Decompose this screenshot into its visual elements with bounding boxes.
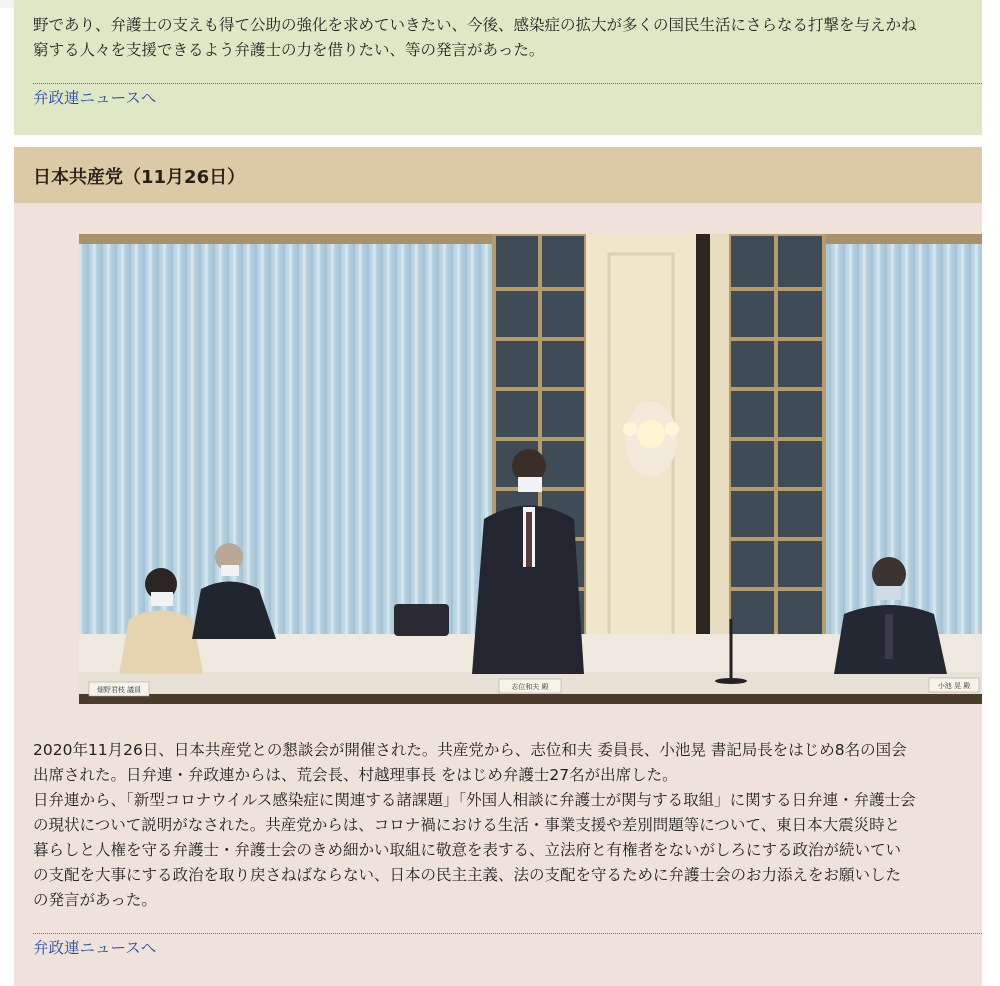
body-line: 2020年11月26日、日本共産党との懇談会が開催された。共産党から、志位和夫 委員長、小池晃 書記局長をはじめ8名の国会	[33, 741, 907, 759]
previous-news-section	[14, 0, 982, 135]
page-right-margin	[982, 0, 1000, 986]
body-line: 日弁連から、「新型コロナウイルス感染症に関連する諸課題」「外国人相談に弁護士が関与する取組」に関する日弁連・弁護士会	[33, 791, 916, 809]
dotted-divider	[33, 83, 982, 84]
meeting-photo	[79, 234, 982, 704]
benseiren-news-link[interactable]: 弁政連ニュースへ	[33, 939, 157, 957]
jcp-meeting-section	[14, 147, 982, 986]
body-line: 暮らしと人権を守る弁護士・弁護士会のきめ細かい取組に敬意を表する、立法府と有権者をないがしろにする政治が続いてい	[33, 841, 902, 859]
benseiren-news-link[interactable]: 弁政連ニュースへ	[33, 89, 157, 107]
meeting-photo-illustration	[79, 234, 982, 704]
body-line: 出席された。日弁連・弁政連からは、荒会長、村越理事長 をはじめ弁護士27名が出席した。	[33, 766, 678, 784]
previous-news-body	[33, 13, 982, 63]
jcp-meeting-body	[33, 738, 982, 913]
name-card: 小池 晃 殿	[937, 682, 971, 690]
name-card: 畑野君枝 議員	[96, 686, 142, 694]
body-line: の現状について説明がなされた。共産党からは、コロナ禍における生活・事業支援や差別問題等について、東日本大震災時と	[33, 816, 901, 834]
name-card: 志位和夫 殿	[511, 683, 549, 691]
body-line: の支配を大事にする政治を取り戻さねばならない、日本の民主主義、法の支配を守るために弁護士会のお力添えをお願いした	[33, 866, 902, 884]
dotted-divider	[33, 933, 982, 934]
section-title: 日本共産党（11月26日）	[33, 167, 246, 188]
body-line: の発言があった。	[33, 891, 157, 909]
section-header	[14, 147, 982, 203]
body-line: 窮する人々を支援できるよう弁護士の力を借りたい、等の発言があった。	[33, 41, 545, 59]
body-line: 野であり、弁護士の支えも得て公助の強化を求めていきたい、今後、感染症の拡大が多くの国民生活にさらなる打撃を与えかね	[33, 16, 917, 34]
